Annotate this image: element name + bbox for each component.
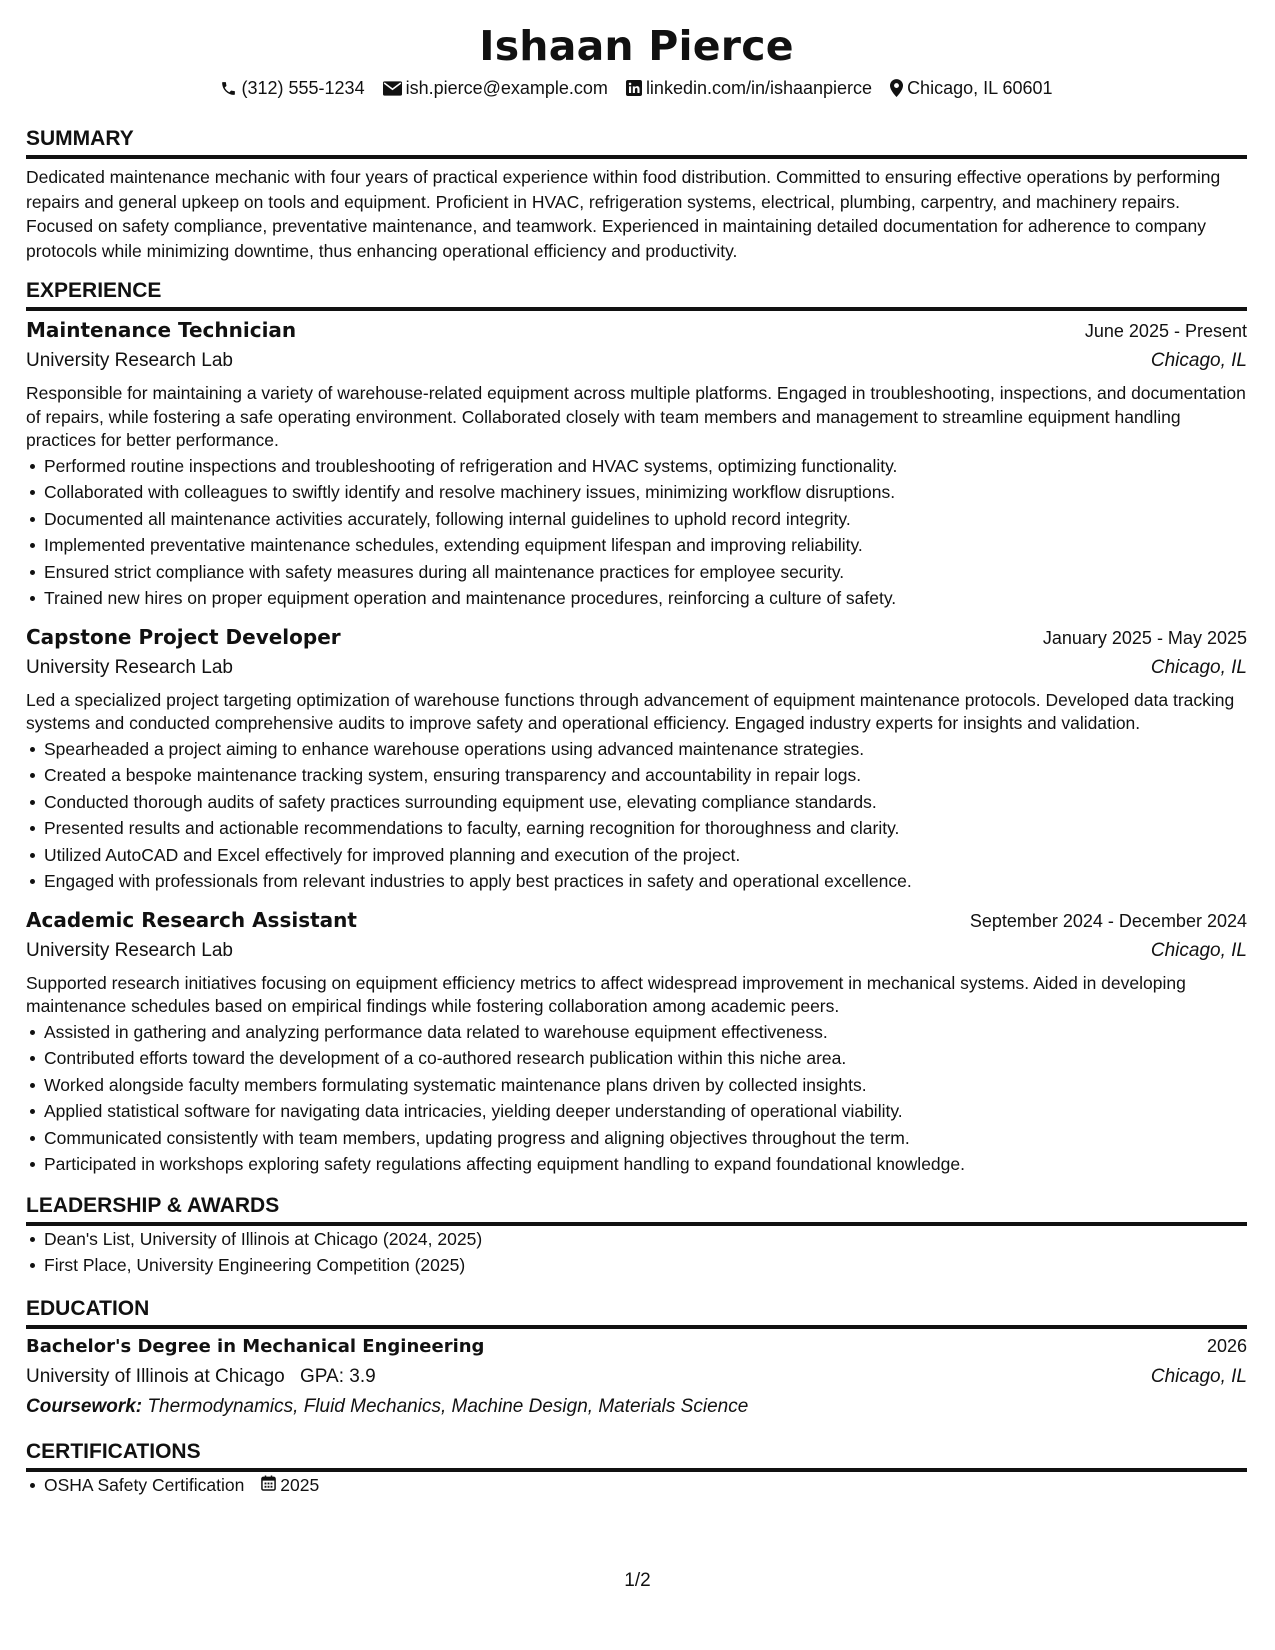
degree-title: Bachelor's Degree in Mechanical Engineering [26,1335,485,1357]
envelope-icon [383,81,402,96]
list-item [44,1472,1247,1499]
job-description: Led a specialized project targeting optimization of warehouse functions through advancement of equipment maintenance protocols. Developed data tracking systems and conducted comprehensive audits to improve safety and operational efficiency. Engaged industry experts for insights and validation. [26,689,1235,733]
job-bullets [26,736,1247,895]
list-item: Created a bespoke maintenance tracking system, ensuring transparency and accountability in repair logs. [44,762,1247,789]
education-section [26,1295,1247,1422]
job-description: Responsible for maintaining a variety of warehouse-related equipment across multiple platforms. Engaged in troubleshooting, inspections, and documentation of repairs, while fostering a safe operating environment. Collaborated closely with team members and management to streamline equipment handling practices for better performance. [26,383,1246,450]
job-description: Supported research initiatives focusing on equipment efficiency metrics to affect widespread improvement in mechanical systems. Aided in developing maintenance schedules based on empirical findings while fostering collaboration among academic peers. [26,972,1186,1016]
section-title-summary: SUMMARY [26,125,1247,159]
job-title: Capstone Project Developer [26,624,341,649]
contact-phone[interactable] [220,75,364,101]
list-item: Implemented preventative maintenance schedules, extending equipment lifespan and improving reliability. [44,532,1247,559]
school-line [26,1362,376,1392]
job-bullets [26,1019,1247,1178]
job-organization: University Research Lab [26,939,233,961]
certifications-section [26,1438,1247,1499]
list-item: Presented results and actionable recommendations to faculty, earning recognition for thoroughness and clarity. [44,815,1247,842]
list-item: Assisted in gathering and analyzing performance data related to warehouse equipment effectiveness. [44,1019,1247,1046]
list-item: Applied statistical software for navigating data intricacies, yielding deeper understanding of operational viability. [44,1098,1247,1125]
awards-list [26,1226,1247,1279]
list-item: Contributed efforts toward the development of a co-authored research publication within this niche area. [44,1045,1247,1072]
job-bullets [26,453,1247,612]
certifications-list [26,1472,1247,1499]
contact-email[interactable] [383,75,608,101]
job-entry [26,622,1247,895]
experience-section [26,277,1247,1178]
job-dates: September 2024 - December 2024 [969,910,1247,931]
list-item: Conducted thorough audits of safety practices surrounding equipment use, elevating compliance standards. [44,789,1247,816]
job-entry [26,315,1247,612]
coursework-text: Thermodynamics, Fluid Mechanics, Machine Design, Materials Science [147,1395,749,1417]
candidate-name: Ishaan Pierce [479,22,794,70]
job-location: Chicago, IL [1150,350,1247,371]
linkedin-icon [626,80,642,96]
job-entry [26,905,1247,1178]
phone-text: (312) 555-1234 [241,78,365,98]
section-title-experience: EXPERIENCE [26,277,1247,311]
list-item: Communicated consistently with team members, updating progress and aligning objectives throughout the term. [44,1125,1247,1152]
list-item: Ensured strict compliance with safety measures during all maintenance practices for employee security. [44,559,1247,586]
map-pin-icon [890,79,903,97]
calendar-icon [261,1472,276,1499]
certification-date [261,1472,319,1499]
page-number: 1/2 [624,1570,651,1591]
resume-page [26,18,1247,1498]
list-item: Dean's List, University of Illinois at Chicago (2024, 2025) [44,1226,1247,1253]
section-title-education: EDUCATION [26,1295,1247,1329]
gpa: GPA: 3.9 [300,1365,376,1387]
section-title-certifications: CERTIFICATIONS [26,1438,1247,1472]
list-item: Documented all maintenance activities accurately, following internal guidelines to uphold record integrity. [44,506,1247,533]
list-item: Participated in workshops exploring safety regulations affecting equipment handling to expand foundational knowledge. [44,1151,1247,1178]
section-title-leadership: LEADERSHIP & AWARDS [26,1192,1247,1226]
phone-icon [220,80,237,97]
job-location: Chicago, IL [1150,939,1247,961]
contact-location [890,75,1052,101]
email-text: ish.pierce@example.com [405,78,608,98]
job-dates: June 2025 - Present [1084,321,1247,341]
list-item: First Place, University Engineering Competition (2025) [44,1252,1247,1279]
summary-section [26,125,1247,263]
coursework-label: Coursework: [26,1395,143,1417]
coursework-line [26,1392,1247,1422]
school-name: University of Illinois at Chicago [26,1365,285,1387]
contact-linkedin[interactable] [626,75,872,101]
job-title: Maintenance Technician [26,318,297,342]
job-title: Academic Research Assistant [26,907,357,932]
job-location: Chicago, IL [1150,656,1247,678]
leadership-section [26,1192,1247,1279]
certification-name: OSHA Safety Certification [44,1474,245,1495]
certification-year: 2025 [280,1474,320,1495]
list-item: Performed routine inspections and troubleshooting of refrigeration and HVAC systems, optimizing functionality. [44,453,1247,480]
list-item: Trained new hires on proper equipment operation and maintenance procedures, reinforcing a culture of safety. [44,585,1247,612]
job-organization: University Research Lab [26,656,233,678]
list-item: Collaborated with colleagues to swiftly identify and resolve machinery issues, minimizing workflow disruptions. [44,479,1247,506]
linkedin-text: linkedin.com/in/ishaanpierce [645,78,873,98]
job-dates: January 2025 - May 2025 [1042,627,1247,648]
contact-bar [26,75,1247,101]
list-item: Worked alongside faculty members formulating systematic maintenance plans driven by collected insights. [44,1072,1247,1099]
graduation-year: 2026 [1206,1335,1247,1356]
location-text: Chicago, IL 60601 [907,78,1053,98]
list-item: Spearheaded a project aiming to enhance warehouse operations using advanced maintenance strategies. [44,736,1247,763]
summary-text: Dedicated maintenance mechanic with four years of practical experience within food distribution. Committed to ensuring effective operations by performing repairs and general upkeep on tools and equipment. Proficient in HVAC, refrigeration systems, electrical, plumbing, carpentry, and machinery repairs. Focused on safety compliance, preventative maintenance, and teamwork. Experienced in maintaining detailed documentation for adherence to company protocols while minimizing downtime, thus enhancing operational efficiency and productivity. [26,167,1221,261]
list-item: Engaged with professionals from relevant industries to apply best practices in safety and operational excellence. [44,868,1247,895]
school-location: Chicago, IL [1150,1365,1247,1387]
list-item: Utilized AutoCAD and Excel effectively for improved planning and execution of the project. [44,842,1247,869]
job-organization: University Research Lab [26,350,233,371]
